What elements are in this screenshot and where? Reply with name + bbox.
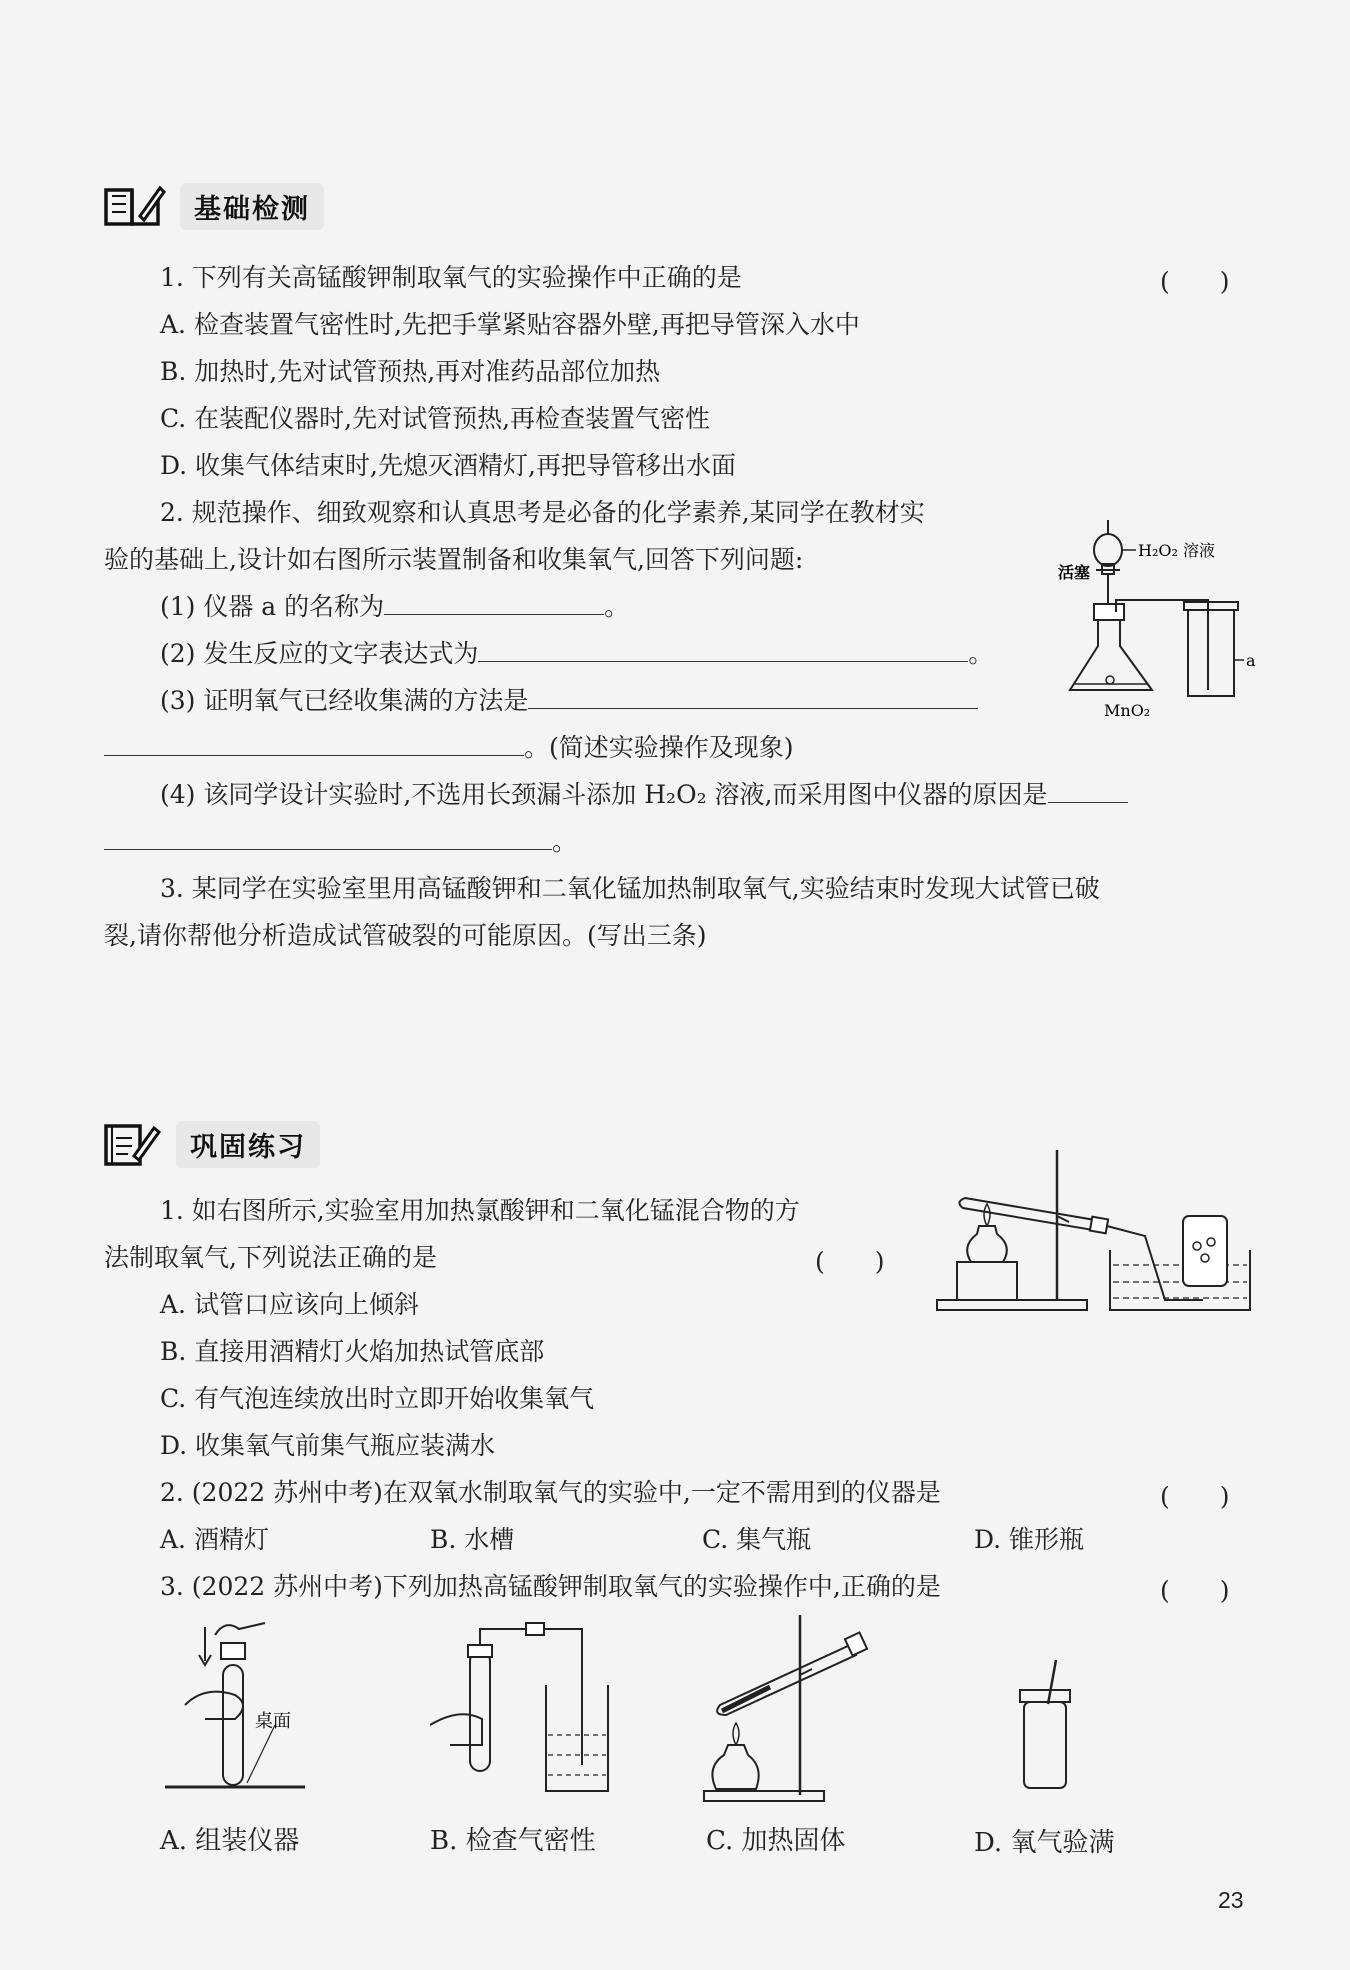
caption-d: D. 氧气验满 (974, 1828, 1115, 1858)
gas-bottle-d (1024, 1702, 1066, 1788)
q2-sub1-text: (1) 仪器 a 的名称为 (160, 592, 385, 621)
label-h2o2: H₂O₂ 溶液 (1138, 541, 1215, 560)
q2-sub4-text: (4) 该同学设计实验时,不选用长颈漏斗添加 H₂O₂ 溶液,而采用图中仪器的原因是 (160, 780, 1048, 809)
section-header-basic (102, 182, 324, 230)
label-mno2: MnO₂ (1104, 701, 1151, 720)
q1-stem-text: 1. 下列有关高锰酸钾制取氧气的实验操作中正确的是 (160, 263, 742, 292)
q2-sub3-continued (104, 732, 794, 764)
q3-line2: 裂,请你帮他分析造成试管破裂的可能原因。(写出三条) (104, 921, 707, 950)
q2-sub4-continued (104, 826, 577, 858)
page-number: 23 (1218, 1887, 1244, 1913)
caption-c: C. 加热固体 (706, 1826, 846, 1856)
caption-a: A. 组装仪器 (160, 1826, 300, 1856)
q2-sub2: (2) 发生反应的文字表达式为 。 (160, 639, 994, 668)
caption-b: B. 检查气密性 (430, 1826, 596, 1856)
q2-stem-line1: 2. 规范操作、细致观察和认真思考是必备的化学素养,某同学在教材实 (160, 498, 925, 527)
q2-sub3-text: (3) 证明氧气已经收集满的方法是 (160, 686, 529, 715)
s2-q2-stem: 2. (2022 苏州中考)在双氧水制取氧气的实验中,一定不需用到的仪器是 (160, 1478, 941, 1507)
q2-sub1-blank[interactable] (384, 592, 604, 615)
s2-q2-answer-paren[interactable]: ( ) (1160, 1482, 1230, 1511)
s2-q3-answer-paren[interactable]: ( ) (1160, 1576, 1230, 1605)
s2-q1-answer-paren[interactable]: ( ) (815, 1247, 885, 1276)
q2-sub3-blank-line1[interactable] (528, 686, 978, 709)
s2-q2-option-b: B. 水槽 (430, 1525, 515, 1554)
q1-option-d: D. 收集气体结束时,先熄灭酒精灯,再把导管移出水面 (160, 451, 736, 480)
test-tube-a (223, 1665, 243, 1785)
alcohol-lamp (967, 1226, 1007, 1262)
q3-line1: 3. 某同学在实验室里用高锰酸钾和二氧化锰加热制取氧气,实验结束时发现大试管已破 (160, 874, 1100, 903)
q2-sub3-tail: 。(简述实验操作及现象) (524, 733, 794, 762)
notebook-pencil-icon (102, 1120, 162, 1168)
heating-apparatus-figure (935, 1150, 1255, 1320)
s2-q2-option-d: D. 锥形瓶 (974, 1525, 1085, 1554)
q2-sub3 (160, 685, 978, 717)
section-title-basic: 基础检测 (180, 183, 324, 230)
q2-sub2-blank[interactable] (478, 639, 968, 662)
s2-q1-option-c: C. 有气泡连续放出时立即开始收集氧气 (160, 1384, 595, 1413)
s2-q3-stem: 3. (2022 苏州中考)下列加热高锰酸钾制取氧气的实验操作中,正确的是 (160, 1572, 941, 1601)
figure-a-assembling (165, 1615, 345, 1805)
section-header-practice (102, 1120, 320, 1168)
q2-sub4-blank-line1[interactable] (1048, 780, 1128, 803)
s2-q2-option-c: C. 集气瓶 (702, 1525, 812, 1554)
s2-q1-stem-line2: 法制取氧气,下列说法正确的是 (104, 1243, 437, 1272)
q2-sub4-blank-line2[interactable] (104, 827, 552, 850)
figure-c-heating (700, 1615, 880, 1805)
q1-answer-paren[interactable]: ( ) (1160, 267, 1230, 296)
q2-stem-line2: 验的基础上,设计如右图所示装置制备和收集氧气,回答下列问题: (104, 545, 804, 574)
s2-q1-option-a: A. 试管口应该向上倾斜 (160, 1290, 419, 1319)
test-tube-b (470, 1651, 490, 1771)
label-desk: 桌面 (255, 1711, 291, 1732)
label-valve: 活塞 (1058, 563, 1091, 582)
q1-option-a: A. 检查装置气密性时,先把手掌紧贴容器外壁,再把导管深入水中 (160, 310, 860, 339)
separatory-funnel-bulb (1094, 534, 1122, 566)
s2-q1-option-d: D. 收集氧气前集气瓶应装满水 (160, 1431, 496, 1460)
alcohol-lamp-c (712, 1745, 758, 1789)
q2-sub2-text: (2) 发生反应的文字表达式为 (160, 639, 479, 668)
s2-q1-stem-line1: 1. 如右图所示,实验室用加热氯酸钾和二氧化锰混合物的方 (160, 1196, 800, 1225)
figure-b-airtightness (430, 1615, 610, 1805)
figure-d-check-full (1000, 1660, 1120, 1810)
q1-option-b: B. 加热时,先对试管预热,再对准药品部位加热 (160, 357, 661, 386)
gas-collecting-bottle (1188, 610, 1234, 696)
q1-stem (160, 262, 742, 294)
book-pencil-icon (102, 182, 166, 230)
q2-sub3-blank-line2[interactable] (104, 733, 524, 756)
oxygen-apparatus-figure (1058, 520, 1258, 730)
s2-q2-option-a: A. 酒精灯 (160, 1525, 269, 1554)
q2-sub4 (160, 779, 1128, 811)
q2-sub1: (1) 仪器 a 的名称为 。 (160, 592, 630, 621)
conical-flask (1070, 620, 1152, 690)
s2-q1-option-b: B. 直接用酒精灯火焰加热试管底部 (160, 1337, 545, 1366)
q1-option-c: C. 在装配仪器时,先对试管预热,再检查装置气密性 (160, 404, 711, 433)
delivery-tube (1116, 600, 1208, 690)
q2-sub4-period: 。 (552, 827, 578, 856)
section-title-practice: 巩固练习 (176, 1121, 320, 1168)
collecting-bottle (1183, 1216, 1227, 1286)
label-a: a (1246, 651, 1256, 670)
